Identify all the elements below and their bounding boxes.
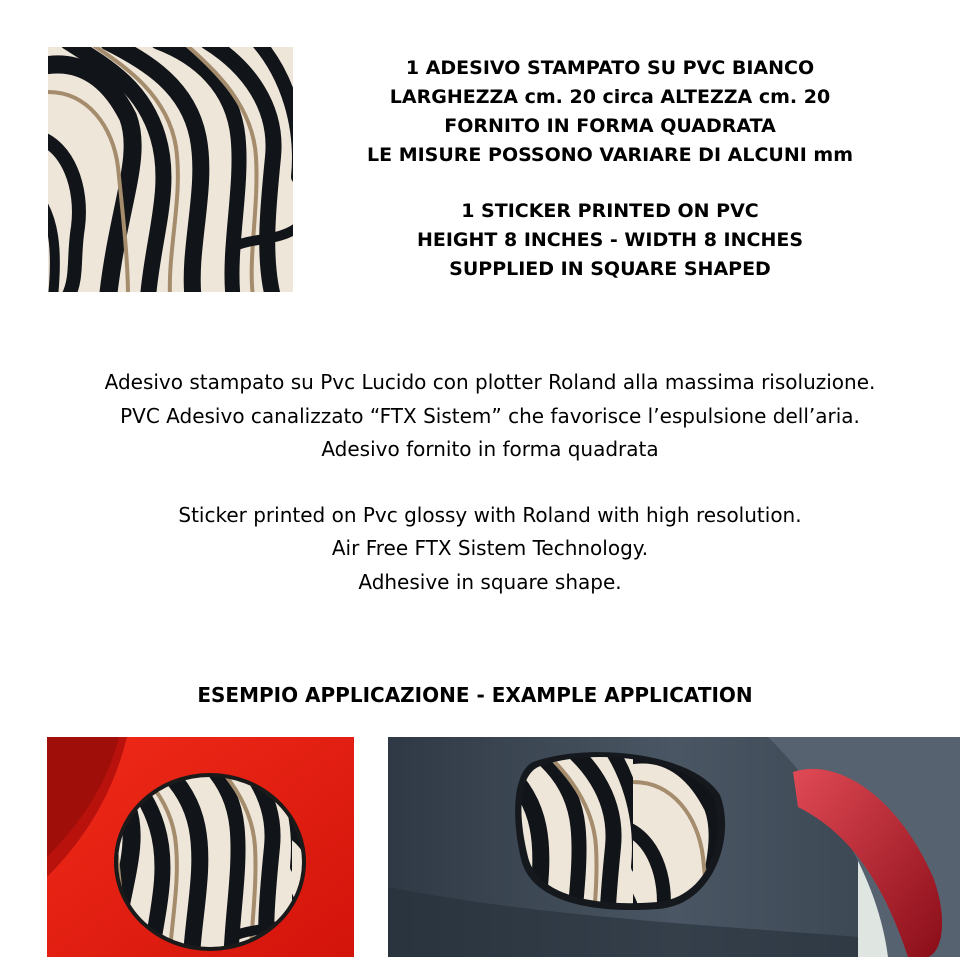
spec-it-line2: LARGHEZZA cm. 20 circa ALTEZZA cm. 20 [389,86,831,108]
spec-it-line1: 1 ADESIVO STAMPATO SU PVC BIANCO [405,57,815,79]
spec-en-line3: SUPPLIED IN SQUARE SHAPED [449,258,771,280]
spec-text [300,54,920,284]
example-application-title: ESEMPIO APPLICAZIONE - EXAMPLE APPLICATION [197,683,753,707]
spec-it-line4: LE MISURE POSSONO VARIARE DI ALCUNI mm [367,144,853,166]
spec-en-line1: 1 STICKER PRINTED ON PVC [461,200,759,222]
zebra-sticker-swatch [48,47,293,292]
spec-en-line2: HEIGHT 8 INCHES - WIDTH 8 INCHES [416,229,804,251]
example-photo-grey-car [388,737,960,957]
desc-en-line3: Adhesive in square shape. [358,569,622,594]
desc-it-line1: Adesivo stampato su Pvc Lucido con plotter Roland alla massima risoluzione. [104,370,876,394]
desc-it-line3: Adesivo fornito in forma quadrata [321,437,659,461]
spec-it-line3: FORNITO IN FORMA QUADRATA [444,115,776,137]
desc-en-line1: Sticker printed on Pvc glossy with Roland with high resolution. [178,502,802,527]
example-photo-red-car [47,737,354,957]
desc-it-line2: PVC Adesivo canalizzato “FTX Sistem” che favorisce l’espulsione dell’aria. [120,403,860,428]
desc-en-line2: Air Free FTX Sistem Technology. [331,536,649,560]
description-text [0,366,980,599]
